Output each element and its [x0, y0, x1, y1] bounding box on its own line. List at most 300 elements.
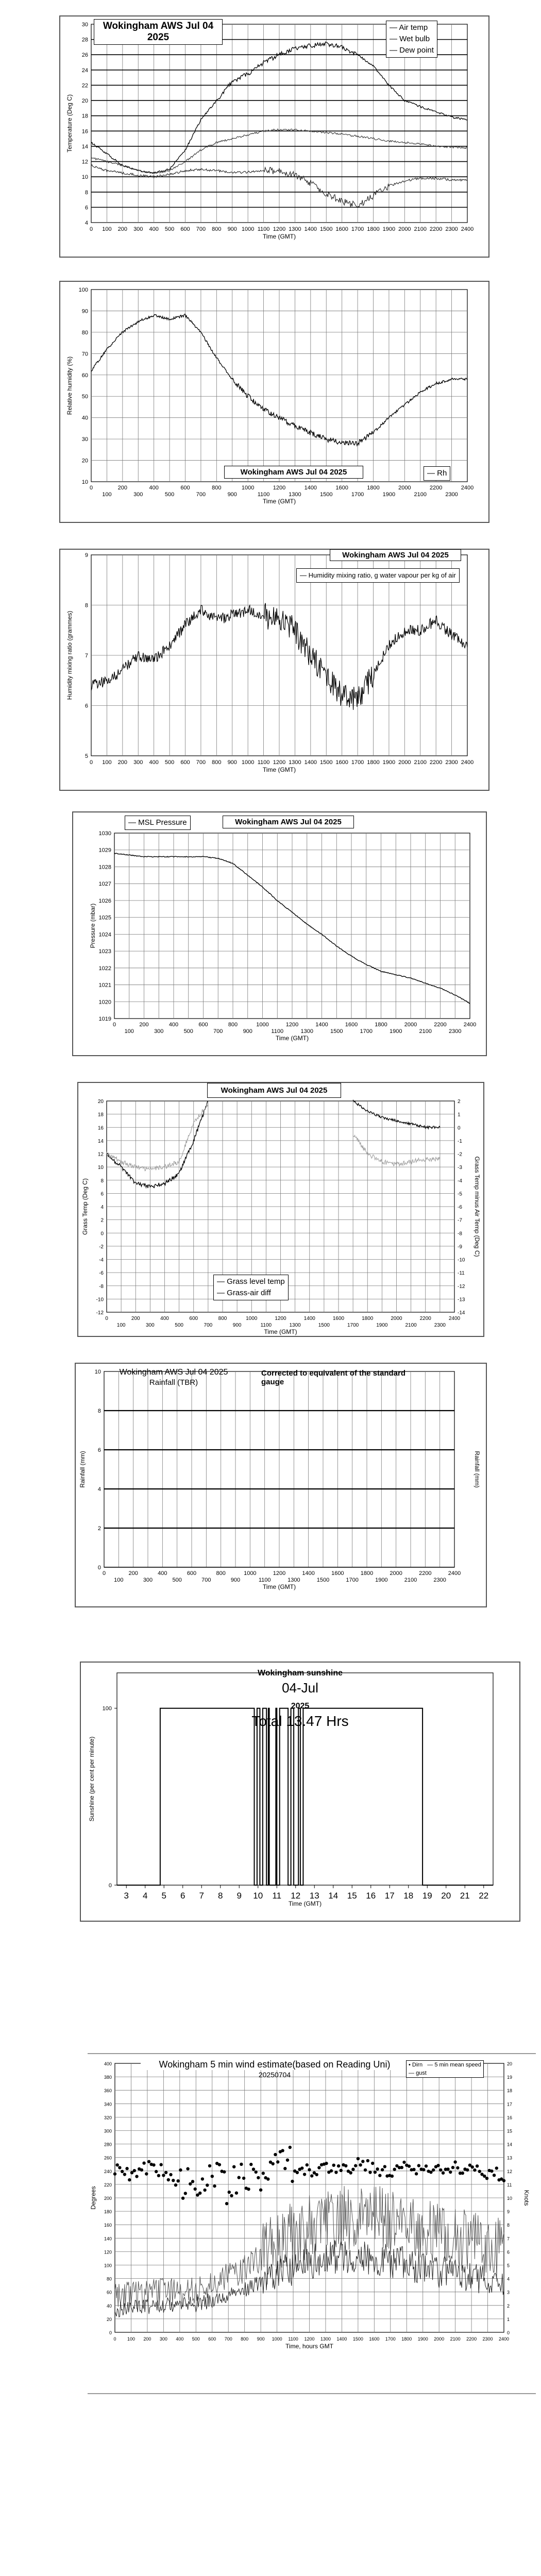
- series-point-dirn: [332, 2164, 335, 2167]
- series-point-dirn: [383, 2165, 386, 2168]
- series-point-dirn: [432, 2168, 435, 2172]
- series-point-dirn: [308, 2168, 311, 2171]
- legend-label: Grass level temp: [227, 1277, 285, 1286]
- legend-label: Wet bulb: [399, 35, 430, 43]
- x-tick-label: 400: [168, 1022, 179, 1028]
- series-point-dirn: [415, 2172, 418, 2175]
- series-point-dirn: [177, 2179, 180, 2182]
- y-tick-label: 6: [84, 703, 88, 709]
- humidity-chart-legend: [424, 466, 450, 481]
- y2-tick-label: 14: [507, 2142, 513, 2147]
- series-point-dirn: [368, 2171, 371, 2174]
- x-tick-label: 600: [198, 1022, 208, 1028]
- series-point-dirn: [186, 2167, 189, 2170]
- series-point-dirn: [235, 2191, 238, 2194]
- series-point-dirn: [194, 2188, 197, 2191]
- x-tick-label: 21: [460, 1891, 470, 1901]
- x-tick-label: 700: [201, 1577, 211, 1583]
- series-point-dirn: [461, 2172, 464, 2175]
- x-tick-label: 2100: [450, 2336, 461, 2342]
- y-tick-label: 120: [104, 2249, 112, 2255]
- x-tick-label: 0: [89, 485, 93, 491]
- y2-tick-label: -10: [458, 1257, 465, 1263]
- x-tick-label: 1200: [275, 1316, 286, 1321]
- y-tick-label: 40: [106, 2303, 112, 2309]
- x-tick-label: 1500: [316, 1577, 330, 1583]
- y-axis-title: Sunshine (per cent per minute): [88, 1736, 95, 1822]
- x-tick-label: 11: [272, 1891, 282, 1901]
- x-tick-label: 1600: [332, 1316, 345, 1321]
- x-tick-label: 1600: [369, 2336, 380, 2342]
- series-point-dirn: [453, 2160, 457, 2163]
- x-tick-label: 1400: [315, 1022, 328, 1028]
- x-tick-label: 400: [149, 759, 159, 766]
- x-tick-label: 700: [196, 492, 206, 498]
- grass-temp-chart-legend: [213, 1275, 289, 1300]
- x-tick-label: 2300: [449, 1028, 462, 1035]
- x-tick-label: 2000: [404, 1022, 417, 1028]
- y-tick-label: 180: [104, 2209, 112, 2215]
- y-tick-label: 1019: [98, 1016, 111, 1022]
- sunshine-year-label: 2025: [291, 1702, 310, 1710]
- y-tick-label: 20: [106, 2316, 112, 2322]
- x-tick-label: 2300: [445, 759, 458, 766]
- sunshine-date-label: 04-Jul: [282, 1680, 318, 1696]
- x-tick-label: 1400: [336, 2336, 347, 2342]
- series-point-dirn: [225, 2202, 228, 2205]
- series-point-dirn: [174, 2183, 177, 2187]
- series-point-dirn: [366, 2159, 369, 2162]
- y-tick-label: -10: [96, 1297, 104, 1303]
- x-tick-label: 700: [196, 759, 206, 766]
- series-point-dirn: [417, 2164, 420, 2167]
- series-point-dirn: [155, 2170, 158, 2173]
- series-point-dirn: [361, 2160, 364, 2163]
- y-tick-label: 380: [104, 2075, 112, 2080]
- y-tick-label: 16: [81, 128, 88, 135]
- series-point-dirn: [317, 2166, 320, 2169]
- y-tick-label: 4: [84, 220, 88, 226]
- y2-tick-label: 0: [507, 2330, 510, 2335]
- x-tick-label: 700: [224, 2336, 232, 2342]
- x-tick-label: 1500: [320, 759, 333, 766]
- x-tick-label: 100: [127, 2336, 135, 2342]
- y2-tick-label: 7: [507, 2236, 510, 2242]
- y-tick-label: 26: [81, 52, 88, 59]
- legend-label: Dirn: [412, 2062, 423, 2068]
- y2-tick-label: 19: [507, 2075, 513, 2080]
- y2-tick-label: 6: [507, 2249, 510, 2255]
- x-tick-label: 1600: [335, 226, 348, 232]
- series-point-dirn: [167, 2178, 170, 2181]
- y-tick-label: 320: [104, 2115, 112, 2121]
- series-point-dirn: [466, 2168, 469, 2172]
- series-point-dirn: [123, 2173, 126, 2176]
- y-tick-label: 0: [97, 1565, 101, 1571]
- x-tick-label: 200: [117, 759, 128, 766]
- legend-item-rh: — Rh: [427, 469, 447, 478]
- x-tick-label: 1100: [271, 1028, 284, 1035]
- x-tick-label: 500: [164, 759, 175, 766]
- x-tick-label: 500: [164, 226, 175, 232]
- y-tick-label: 1026: [98, 897, 111, 904]
- x-tick-label: 18: [403, 1891, 414, 1901]
- x-tick-label: 2100: [404, 1577, 417, 1583]
- x-tick-label: 900: [257, 2336, 265, 2342]
- x-tick-label: 300: [133, 759, 143, 766]
- x-tick-label: 1500: [320, 226, 333, 232]
- x-tick-label: 2300: [445, 492, 458, 498]
- x-tick-label: 1000: [241, 226, 255, 232]
- series-point-dirn: [266, 2177, 269, 2180]
- y-tick-label: 200: [104, 2196, 112, 2201]
- legend-item-mixing-ratio: — Humidity mixing ratio, g water vapour per kg of air: [300, 571, 456, 579]
- series-point-dirn: [478, 2170, 481, 2173]
- y-tick-label: 4: [100, 1205, 104, 1210]
- rainfall-chart: [76, 1364, 486, 1606]
- x-tick-label: 500: [172, 1577, 182, 1583]
- x-tick-label: 1600: [331, 1570, 344, 1577]
- x-tick-label: 2000: [391, 1316, 402, 1321]
- x-tick-label: 300: [154, 1028, 164, 1035]
- y-tick-label: 1023: [98, 948, 111, 955]
- x-tick-label: 1300: [289, 226, 301, 232]
- legend-label: Dew point: [399, 46, 434, 55]
- y2-tick-label: -13: [458, 1297, 465, 1303]
- series-point-dirn: [402, 2161, 405, 2164]
- x-tick-label: 100: [114, 1577, 124, 1583]
- x-tick-label: 200: [117, 485, 128, 491]
- series-point-dirn: [113, 2172, 116, 2175]
- y2-tick-label: 17: [507, 2102, 513, 2107]
- x-tick-label: 2300: [482, 2336, 493, 2342]
- y2-tick-label: 20: [507, 2061, 513, 2066]
- x-tick-label: 2400: [461, 226, 474, 232]
- wind-chart-title: Wokingham 5 min wind estimate(based on Reading Uni): [141, 2059, 409, 2070]
- y2-tick-label: 10: [507, 2196, 513, 2201]
- y-axis-title: Humidity mixing ratio (grammes): [66, 611, 73, 700]
- series-point-dirn: [142, 2161, 145, 2164]
- y-tick-label: 1028: [98, 864, 111, 871]
- y-tick-label: 160: [104, 2223, 112, 2228]
- y2-tick-label: 8: [507, 2223, 510, 2228]
- x-tick-label: 400: [176, 2336, 184, 2342]
- x-tick-label: 4: [143, 1891, 148, 1901]
- x-axis-title: Time (GMT): [262, 498, 296, 505]
- series-point-dirn: [121, 2170, 124, 2173]
- x-tick-label: 2200: [429, 226, 443, 232]
- x-tick-label: 700: [196, 226, 206, 232]
- x-tick-label: 2300: [434, 1323, 446, 1328]
- x-axis-title: Time (GMT): [288, 1900, 322, 1907]
- y2-tick-label: -3: [458, 1165, 462, 1171]
- series-point-dirn: [286, 2159, 289, 2162]
- x-axis-title: Time (GMT): [262, 766, 296, 773]
- x-axis-title: Time (GMT): [262, 233, 296, 240]
- y2-tick-label: 5: [507, 2263, 510, 2268]
- y2-axis-title: Rainfall (mm): [474, 1451, 481, 1488]
- legend-label: Air temp: [399, 23, 428, 32]
- x-tick-label: 1200: [273, 485, 286, 491]
- x-tick-label: 13: [309, 1891, 319, 1901]
- series-point-dirn: [218, 2163, 221, 2166]
- x-tick-label: 1100: [257, 759, 270, 766]
- x-tick-label: 1100: [257, 226, 270, 232]
- rainfall-chart-title: Wokingham AWS Jul 04 2025: [119, 1368, 228, 1377]
- grass-temp-chart-panel: [77, 1082, 484, 1337]
- x-tick-label: 1100: [258, 1577, 271, 1583]
- x-tick-label: 300: [159, 2336, 167, 2342]
- series-point-dirn: [429, 2171, 432, 2174]
- y-tick-label: -8: [99, 1283, 104, 1290]
- y2-tick-label: -6: [458, 1205, 462, 1210]
- rainfall-chart-subtitle: Rainfall (TBR): [149, 1378, 198, 1387]
- x-tick-label: 1900: [375, 1577, 388, 1583]
- x-tick-label: 1200: [304, 2336, 315, 2342]
- series-point-dirn: [232, 2165, 235, 2168]
- x-tick-label: 1800: [401, 2336, 412, 2342]
- x-tick-label: 600: [180, 759, 190, 766]
- series-point-dirn: [128, 2178, 131, 2181]
- legend-item-msl-pressure: — MSL Pressure: [128, 818, 187, 827]
- humidity-chart: [60, 282, 488, 522]
- x-tick-label: 22: [479, 1891, 489, 1901]
- legend-label: Humidity mixing ratio, g water vapour per kg of air: [308, 571, 456, 579]
- series-point-dirn: [408, 2164, 411, 2167]
- x-tick-label: 400: [160, 1316, 169, 1321]
- y2-tick-label: 12: [507, 2168, 513, 2174]
- x-tick-label: 19: [422, 1891, 432, 1901]
- y-tick-label: 24: [81, 67, 88, 74]
- series-point-dirn: [208, 2164, 211, 2167]
- x-tick-label: 1800: [367, 226, 380, 232]
- y-axis-title: Grass Temp (Deg C): [81, 1178, 89, 1235]
- series-point-dirn: [340, 2169, 343, 2172]
- legend-label: gust: [416, 2070, 427, 2076]
- series-point-dirn: [381, 2168, 384, 2171]
- wind-chart-subtitle: 20250704: [258, 2071, 291, 2079]
- y2-tick-label: -9: [458, 1244, 462, 1250]
- x-tick-label: 800: [212, 226, 222, 232]
- series-point-dirn: [181, 2197, 184, 2200]
- y-tick-label: 14: [97, 1138, 104, 1144]
- x-tick-label: 15: [347, 1891, 357, 1901]
- series-point-dirn: [412, 2168, 415, 2171]
- y-tick-label: 20: [97, 1099, 104, 1105]
- y-tick-label: 10: [81, 479, 88, 485]
- x-tick-label: 7: [199, 1891, 204, 1901]
- x-tick-label: 800: [212, 485, 222, 491]
- x-tick-label: 200: [143, 2336, 151, 2342]
- series-point-dirn: [213, 2184, 216, 2188]
- x-tick-label: 1400: [302, 1570, 315, 1577]
- y-tick-label: 10: [94, 1369, 101, 1375]
- mixing-ratio-chart-title: Wokingham AWS Jul 04 2025: [330, 549, 461, 561]
- series-point-dirn: [456, 2166, 459, 2170]
- y2-tick-label: 2: [458, 1099, 461, 1105]
- x-tick-label: 2100: [414, 226, 427, 232]
- x-tick-label: 1400: [304, 759, 317, 766]
- grass-temp-chart-title: Wokingham AWS Jul 04 2025: [207, 1083, 341, 1098]
- sunshine-chart-panel: [80, 1662, 520, 1922]
- x-tick-label: 1700: [360, 1028, 373, 1035]
- x-tick-label: 1900: [390, 1028, 402, 1035]
- y-tick-label: 1027: [98, 881, 111, 888]
- x-axis-title: Time (GMT): [275, 1035, 309, 1042]
- series-point-dirn: [351, 2168, 354, 2171]
- series-point-dirn: [334, 2171, 337, 2174]
- y-tick-label: 16: [97, 1125, 104, 1131]
- x-tick-label: 100: [102, 492, 112, 498]
- x-tick-label: 200: [117, 226, 128, 232]
- series-point-dirn: [495, 2166, 498, 2170]
- series-point-dirn: [471, 2165, 474, 2168]
- x-tick-label: 2000: [398, 759, 411, 766]
- y-tick-label: 20: [81, 457, 88, 464]
- x-tick-label: 900: [227, 226, 237, 232]
- y-tick-label: 80: [106, 2276, 112, 2282]
- series-point-dirn: [255, 2171, 258, 2174]
- series-point-dirn: [259, 2189, 262, 2192]
- x-tick-label: 600: [208, 2336, 216, 2342]
- x-tick-label: 900: [230, 1577, 241, 1583]
- y2-tick-label: 11: [507, 2182, 512, 2188]
- x-tick-label: 2100: [414, 492, 427, 498]
- series-point-dirn: [291, 2180, 294, 2183]
- y-tick-label: 100: [78, 287, 88, 293]
- y-tick-label: 50: [81, 394, 88, 400]
- series-point-dirn: [230, 2194, 233, 2197]
- y-tick-label: 1025: [98, 914, 111, 921]
- x-tick-label: 700: [204, 1323, 213, 1328]
- series-point-dirn: [303, 2173, 306, 2176]
- x-tick-label: 14: [328, 1891, 339, 1901]
- mixing-ratio-chart-legend: [296, 568, 460, 583]
- x-tick-label: 1800: [362, 1316, 374, 1321]
- x-tick-label: 800: [216, 1570, 226, 1577]
- x-tick-label: 2400: [461, 485, 474, 491]
- series-point-dirn: [359, 2163, 362, 2166]
- x-tick-label: 500: [164, 492, 175, 498]
- mixing-ratio-chart-panel: [59, 549, 489, 791]
- y2-tick-label: -7: [458, 1217, 462, 1224]
- x-tick-label: 2200: [429, 759, 443, 766]
- x-tick-label: 1800: [367, 485, 380, 491]
- y2-tick-label: 1: [507, 2316, 510, 2322]
- x-tick-label: 300: [143, 1577, 153, 1583]
- series-point-dirn: [289, 2146, 292, 2149]
- legend-label: Rh: [437, 469, 447, 478]
- y-tick-label: 1024: [98, 931, 111, 938]
- x-tick-label: 900: [227, 492, 237, 498]
- y-tick-label: 6: [97, 1447, 101, 1453]
- x-tick-label: 0: [113, 2336, 116, 2342]
- x-tick-label: 20: [441, 1891, 451, 1901]
- series-point-dirn: [125, 2167, 128, 2170]
- series-point-dirn: [364, 2168, 367, 2172]
- series-point-dirn: [135, 2175, 138, 2178]
- y-tick-label: 100: [104, 2263, 112, 2268]
- y-tick-label: 60: [81, 372, 88, 379]
- x-axis-title: Time (GMT): [264, 1328, 297, 1335]
- series-point-dirn: [439, 2168, 442, 2172]
- x-tick-label: 0: [89, 759, 93, 766]
- x-tick-label: 1600: [335, 485, 348, 491]
- x-tick-label: 16: [366, 1891, 376, 1901]
- x-tick-label: 100: [102, 226, 112, 232]
- series-point-dirn: [378, 2174, 381, 2177]
- series-point-dirn: [283, 2167, 286, 2170]
- x-tick-label: 2300: [445, 226, 458, 232]
- y-axis-title: Pressure (mbar): [89, 903, 96, 948]
- x-tick-label: 6: [180, 1891, 185, 1901]
- y-tick-label: 1022: [98, 965, 111, 972]
- y-tick-label: 0: [109, 2330, 112, 2335]
- sunshine-total-label: Total 13.47 Hrs: [251, 1713, 349, 1729]
- series-point-dirn: [211, 2175, 214, 2178]
- x-tick-label: 2100: [405, 1323, 417, 1328]
- temperature-chart-panel: [59, 15, 489, 258]
- wind-chart-top-divider: [88, 2053, 536, 2054]
- y-tick-label: 1029: [98, 847, 111, 854]
- series-point-dirn: [201, 2177, 204, 2180]
- series-point-dirn: [473, 2168, 476, 2172]
- x-tick-label: 8: [218, 1891, 223, 1901]
- y-tick-label: -12: [96, 1310, 104, 1316]
- y-tick-label: 240: [104, 2168, 112, 2174]
- series-point-dirn: [228, 2191, 231, 2194]
- x-tick-label: 0: [102, 1570, 106, 1577]
- series-point-dirn: [436, 2164, 439, 2167]
- x-tick-label: 17: [384, 1891, 395, 1901]
- series-point-dirn: [160, 2163, 163, 2166]
- series-point-dirn: [198, 2192, 201, 2195]
- series-point-dirn: [337, 2164, 340, 2167]
- series-point-dirn: [206, 2183, 209, 2187]
- series-point-dirn: [449, 2171, 452, 2174]
- y2-tick-label: 16: [507, 2115, 513, 2121]
- x-tick-label: 800: [241, 2336, 249, 2342]
- y-axis-title: Rainfall (mm): [79, 1451, 86, 1488]
- wind-chart-panel: [87, 2058, 541, 2372]
- series-point-dirn: [485, 2177, 488, 2180]
- x-tick-label: 100: [102, 759, 112, 766]
- series-point-dirn: [179, 2168, 182, 2172]
- x-tick-label: 2200: [429, 485, 443, 491]
- y-tick-label: 220: [104, 2182, 112, 2188]
- series-point-dirn: [325, 2162, 328, 2165]
- x-tick-label: 900: [243, 1028, 252, 1035]
- y-tick-label: 1030: [98, 831, 111, 837]
- series-point-dirn: [349, 2171, 352, 2174]
- y-tick-label: 40: [81, 415, 88, 421]
- x-tick-label: 1100: [257, 492, 270, 498]
- legend-item-dew-point: — Dew point: [390, 46, 434, 55]
- x-tick-label: 600: [187, 1570, 197, 1577]
- y2-tick-label: -1: [458, 1138, 462, 1144]
- pressure-chart-title: Wokingham AWS Jul 04 2025: [223, 816, 354, 828]
- y-tick-label: 0: [108, 1883, 112, 1889]
- legend-item-wet-bulb: — Wet bulb: [390, 35, 430, 43]
- y-tick-label: 18: [97, 1112, 104, 1118]
- y2-tick-label: 4: [507, 2276, 510, 2282]
- x-tick-label: 1400: [304, 485, 317, 491]
- y-tick-label: 6: [84, 205, 88, 211]
- pressure-chart: [73, 812, 486, 1055]
- x-tick-label: 3: [124, 1891, 129, 1901]
- x-tick-label: 600: [180, 226, 190, 232]
- x-tick-label: 2000: [398, 485, 411, 491]
